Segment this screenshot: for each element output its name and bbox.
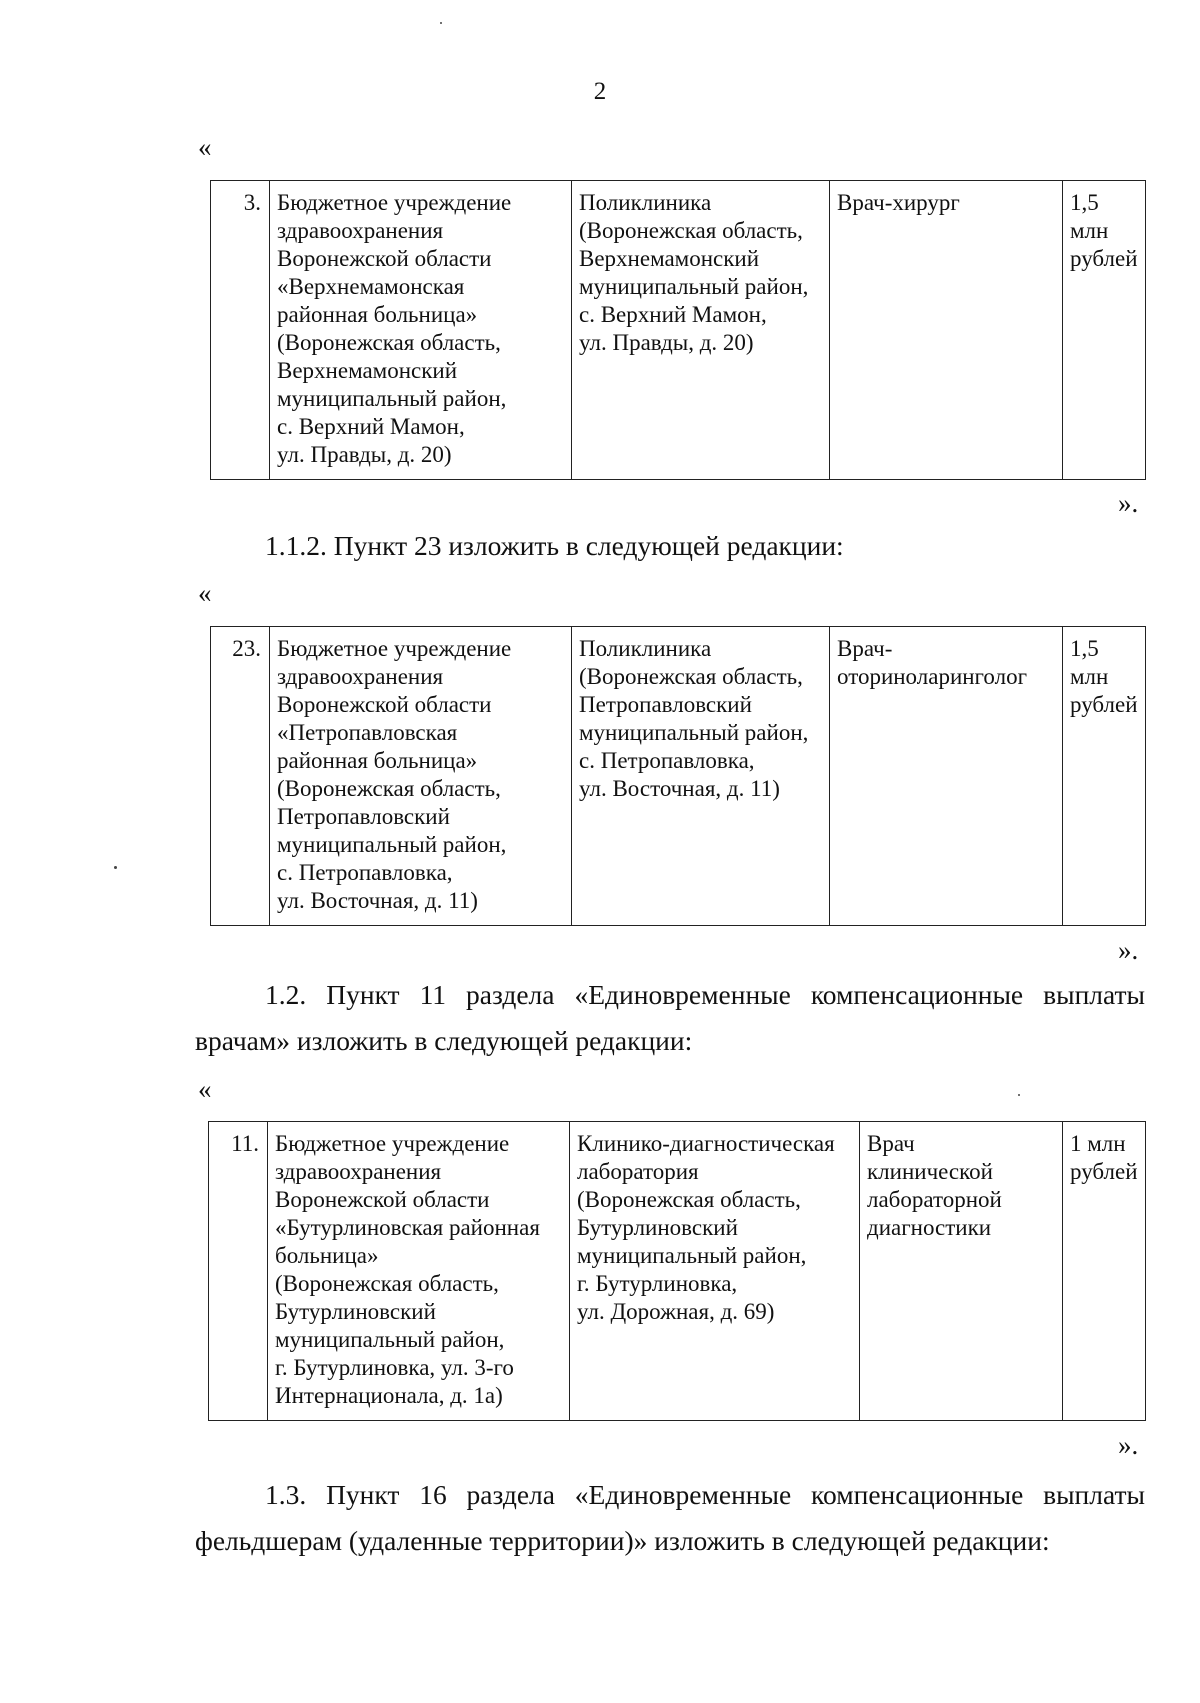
- cell-position: Врач клинической лабораторной диагностики: [860, 1122, 1063, 1421]
- table-item-23: [210, 626, 1146, 926]
- cell-number: 3.: [211, 181, 270, 480]
- cell-unit: Поликлиника (Воронежская область, Верхнемамонский муниципальный район, с. Верхний Мамон, ул. Правды, д. 20): [572, 181, 830, 480]
- cell-institution: Бюджетное учреждение здравоохранения Воронежской области «Верхнемамонская районная больница» (Воронежская область, Верхнемамонский муниципальный район, с. Верхний Мамон, ул. Правды, д. 20): [270, 181, 572, 480]
- cell-position: Врач-хирург: [830, 181, 1063, 480]
- close-quote-3: ».: [1118, 1430, 1139, 1460]
- open-quote-2: «: [198, 578, 212, 608]
- scan-speck: [440, 22, 442, 24]
- table-row: [211, 181, 1146, 480]
- close-quote-1: ».: [1118, 488, 1139, 518]
- table-row: [211, 627, 1146, 926]
- paragraph-1-3: 1.3. Пункт 16 раздела «Единовременные компенсационные выплаты фельдшерам (удаленные территории)» изложить в следующей редакции:: [195, 1479, 1145, 1556]
- table-item-3: [210, 180, 1146, 480]
- open-quote-3: «: [198, 1074, 212, 1104]
- cell-institution: Бюджетное учреждение здравоохранения Воронежской области «Бутурлиновская районная больница» (Воронежская область, Бутурлиновский муниципальный район, г. Бутурлиновка, ул. 3-го Интернационала, д. 1а): [268, 1122, 570, 1421]
- scan-speck: [1018, 1094, 1020, 1096]
- page-number: 2: [593, 78, 607, 105]
- cell-amount: 1 млн рублей: [1063, 1122, 1146, 1421]
- cell-amount: 1,5 млн рублей: [1063, 627, 1146, 926]
- cell-position: Врач- оториноларинголог: [830, 627, 1063, 926]
- paragraph-1-1-2: 1.1.2. Пункт 23 изложить в следующей редакции:: [265, 530, 844, 561]
- cell-institution: Бюджетное учреждение здравоохранения Воронежской области «Петропавловская районная больница» (Воронежская область, Петропавловский муниципальный район, с. Петропавловка, ул. Восточная, д. 11): [270, 627, 572, 926]
- paragraph-1-2: 1.2. Пункт 11 раздела «Единовременные компенсационные выплаты врачам» изложить в следующей редакции:: [195, 979, 1145, 1056]
- cell-unit: Поликлиника (Воронежская область, Петропавловский муниципальный район, с. Петропавловка, ул. Восточная, д. 11): [572, 627, 830, 926]
- table-row: [209, 1122, 1146, 1421]
- cell-number: 23.: [211, 627, 270, 926]
- cell-number: 11.: [209, 1122, 268, 1421]
- table-item-11: [208, 1121, 1146, 1421]
- close-quote-2: ».: [1118, 935, 1139, 965]
- cell-unit: Клинико-диагностическая лаборатория (Воронежская область, Бутурлиновский муниципальный район, г. Бутурлиновка, ул. Дорожная, д. 69): [570, 1122, 860, 1421]
- open-quote-1: «: [198, 132, 212, 162]
- scan-speck: [114, 866, 117, 869]
- cell-amount: 1,5 млн рублей: [1063, 181, 1146, 480]
